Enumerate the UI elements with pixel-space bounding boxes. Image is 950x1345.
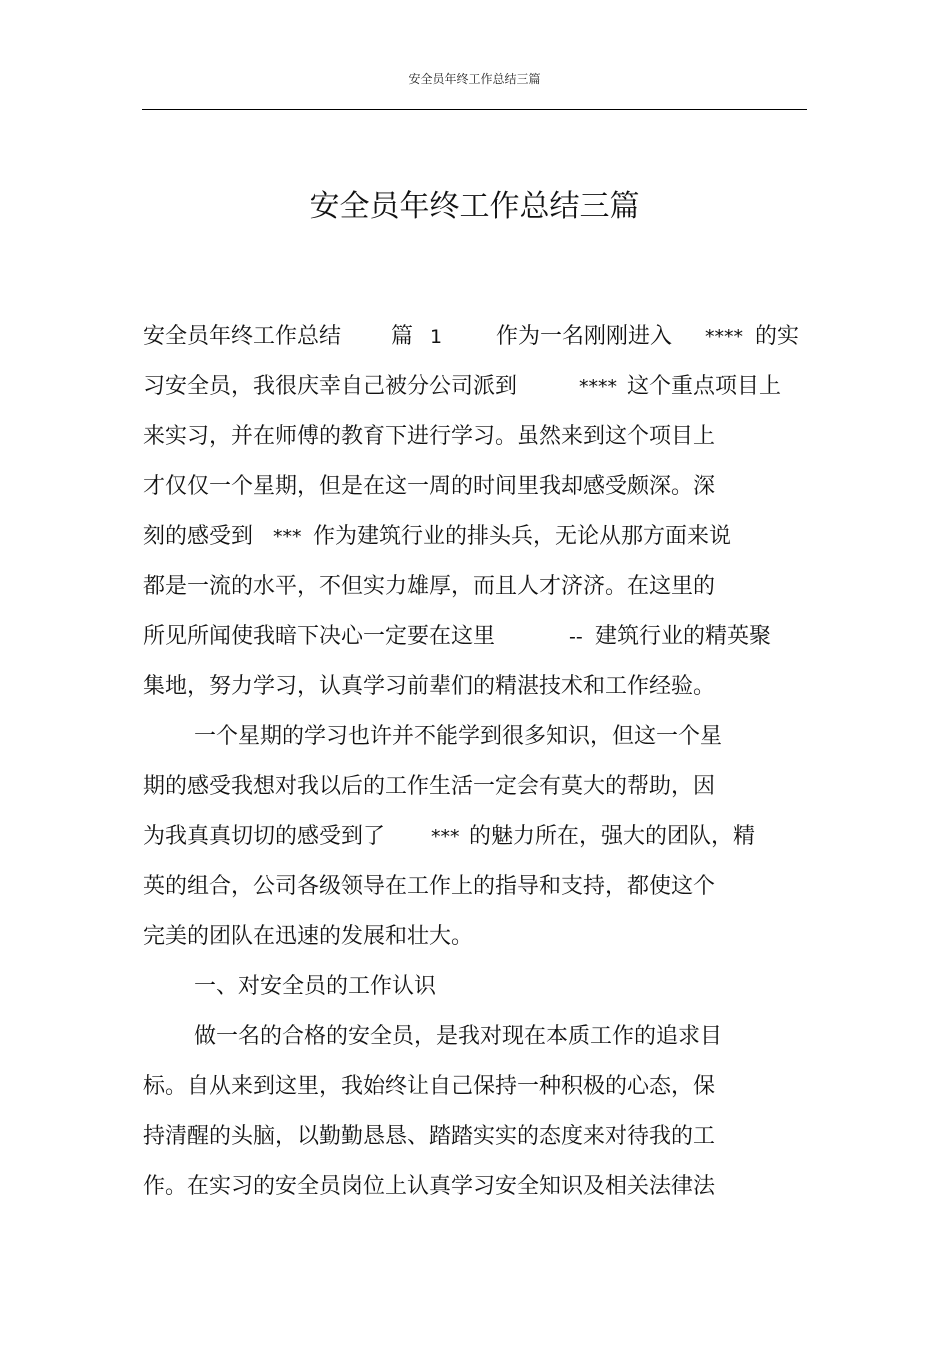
text-segment: 作。在实习的安全员岗位上认真学习安全知识及相关法律法 [143, 1174, 716, 1199]
text-line [143, 1012, 813, 1062]
running-header: 安全员年终工作总结三篇 [408, 72, 541, 86]
text-line [143, 462, 813, 512]
text-line [143, 1162, 813, 1212]
document-title: 安全员年终工作总结三篇 [309, 189, 640, 224]
text-line [143, 412, 813, 462]
text-segment: **** [579, 376, 617, 398]
text-line [143, 1062, 813, 1112]
text-segment: 一个星期的学习也许并不能学到很多知识，但这一个星 [194, 724, 723, 749]
text-line [143, 312, 813, 362]
text-segment: **** [705, 326, 743, 348]
text-segment: 篇 [391, 324, 414, 349]
text-segment: 所见所闻使我暗下决心一定要在这里 [143, 624, 496, 649]
text-segment: *** [431, 826, 460, 848]
text-line [143, 612, 813, 662]
text-line [143, 662, 813, 712]
text-segment: 做一名的合格的安全员，是我对现在本质工作的追求目 [194, 1024, 723, 1049]
text-line [143, 912, 813, 962]
header-divider [142, 109, 807, 110]
text-segment: 都是一流的水平，不但实力雄厚，而且人才济济。在这里的 [143, 574, 716, 599]
text-line [143, 712, 813, 762]
text-line [143, 862, 813, 912]
text-segment: *** [273, 526, 302, 548]
text-segment: -- [569, 626, 583, 648]
section-heading [143, 962, 813, 1012]
text-segment: 刻的感受到 [143, 524, 254, 549]
text-segment: 为我真真切切的感受到了 [143, 824, 386, 849]
text-line [143, 562, 813, 612]
text-segment: 来实习，并在师傅的教育下进行学习。虽然来到这个项目上 [143, 424, 716, 449]
text-segment: 完美的团队在迅速的发展和壮大。 [143, 924, 474, 949]
text-segment: 持清醒的头脑，以勤勤恳恳、踏踏实实的态度来对待我的工 [143, 1124, 716, 1149]
text-line [143, 512, 813, 562]
text-line [143, 812, 813, 862]
text-segment: 习安全员，我很庆幸自己被分公司派到 [143, 374, 518, 399]
text-segment: 集地，努力学习，认真学习前辈们的精湛技术和工作经验。 [143, 674, 716, 699]
text-segment: 作为建筑行业的排头兵，无论从那方面来说 [313, 524, 732, 549]
text-line [143, 1112, 813, 1162]
text-segment: 一、对安全员的工作认识 [194, 974, 437, 999]
text-segment: 这个重点项目上 [627, 374, 782, 399]
text-segment: 才仅仅一个星期，但是在这一周的时间里我却感受颇深。深 [143, 474, 716, 499]
text-segment: 期的感受我想对我以后的工作生活一定会有莫大的帮助，因 [143, 774, 716, 799]
document-body [143, 312, 813, 1212]
text-segment: 1 [430, 326, 443, 348]
text-segment: 建筑行业的精英聚 [595, 624, 772, 649]
text-segment: 的魅力所在，强大的团队，精 [469, 824, 756, 849]
text-segment: 标。自从来到这里，我始终让自己保持一种积极的心态，保 [143, 1074, 716, 1099]
text-segment: 安全员年终工作总结 [143, 324, 342, 349]
text-segment: 英的组合，公司各级领导在工作上的指导和支持，都使这个 [143, 874, 716, 899]
text-segment: 作为一名刚刚进入 [496, 324, 673, 349]
text-line [143, 762, 813, 812]
text-segment: 的实 [755, 324, 800, 349]
text-line [143, 362, 813, 412]
